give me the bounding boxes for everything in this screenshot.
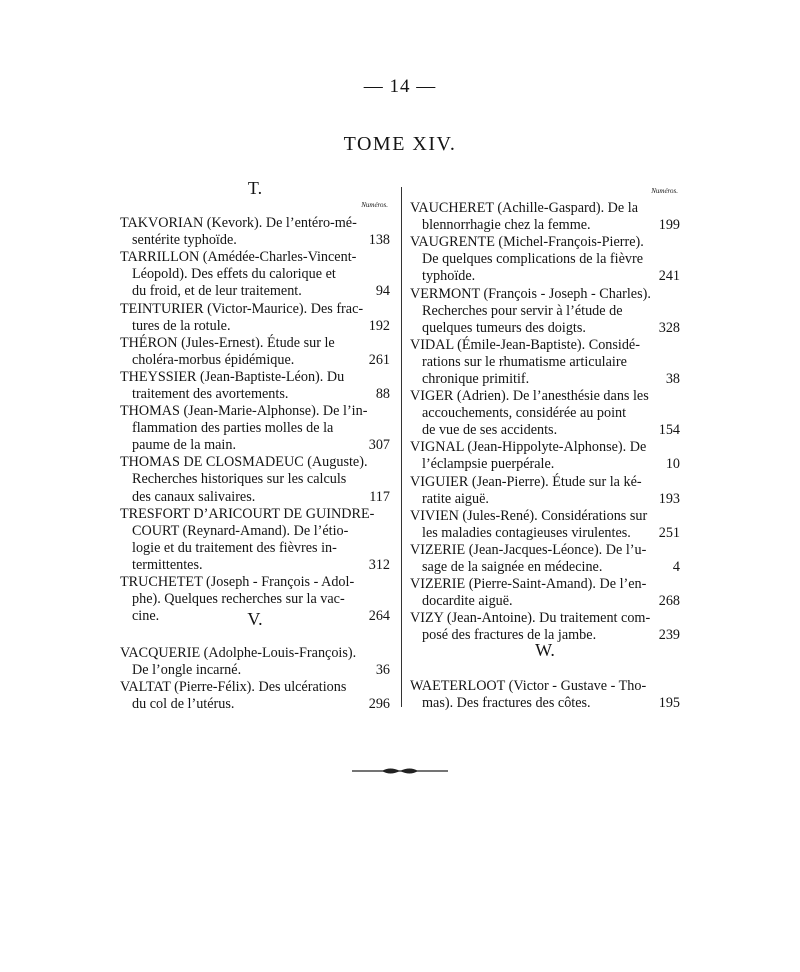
entry-continuation-line: COURT (Reynard-Amand). De l’étio- — [132, 522, 349, 539]
entry-continuation-line: sage de la saignée en médecine. — [422, 559, 603, 576]
index-entry — [120, 506, 390, 574]
entry-number: 239 — [658, 627, 680, 644]
entry-continuation-line: quelques tumeurs des doigts. — [422, 319, 586, 336]
entry-number: 264 — [368, 608, 390, 625]
entry-continuation-line: traitement des avortements. — [132, 385, 289, 402]
numeros-header-left: Numéros. — [361, 201, 388, 209]
entry-heading-line: THOMAS (Jean-Marie-Alphonse). De l’in- — [120, 403, 368, 420]
entry-continuation-line: flammation des parties molles de la — [132, 420, 334, 437]
entry-continuation-line: typhoïde. — [422, 268, 476, 285]
index-entry — [410, 337, 680, 388]
entry-heading-line: VIZY (Jean-Antoine). Du traitement com- — [410, 610, 651, 627]
entry-continuation-line: Recherches pour servir à l’étude de — [422, 302, 623, 319]
index-entry — [120, 301, 390, 335]
entry-continuation-line: sentérite typhoïde. — [132, 232, 237, 249]
index-entry — [120, 454, 390, 505]
index-entry — [120, 335, 390, 369]
entry-heading-line: THÉRON (Jules-Ernest). Étude sur le — [120, 334, 335, 351]
index-entry — [410, 474, 680, 508]
column-divider — [401, 187, 402, 707]
index-entry — [410, 678, 680, 712]
entry-continuation-line: chronique primitif. — [422, 370, 530, 387]
entry-number: 10 — [665, 456, 680, 473]
entry-number: 192 — [368, 317, 390, 334]
entry-continuation-line: posé des fractures de la jambe. — [422, 627, 597, 644]
entry-continuation-line: de vue de ses accidents. — [422, 422, 558, 439]
page-number: — 14 — — [363, 76, 437, 97]
entry-number: 154 — [658, 422, 680, 439]
entry-continuation-line: Léopold). Des effets du calorique et — [132, 266, 336, 283]
index-entry — [410, 439, 680, 473]
entry-heading-line: TEINTURIER (Victor-Maurice). Des frac- — [120, 300, 364, 317]
entry-heading-line: WAETERLOOT (Victor - Gustave - Tho- — [410, 678, 647, 694]
index-entry — [120, 215, 390, 249]
entry-heading-line: THOMAS DE CLOSMADEUC (Auguste). — [120, 454, 368, 471]
entry-number: 268 — [658, 593, 680, 610]
entry-heading-line: VAUCHERET (Achille-Gaspard). De la — [410, 200, 638, 216]
entry-number: 241 — [658, 268, 680, 285]
entry-continuation-line: des canaux salivaires. — [132, 488, 256, 505]
entry-continuation-line: Recherches historiques sur les calculs — [132, 471, 347, 488]
entry-number: 38 — [665, 370, 680, 387]
entry-continuation-line: choléra-morbus épidémique. — [132, 351, 295, 368]
entry-number: 94 — [375, 283, 390, 300]
index-entry — [410, 576, 680, 610]
entry-number: 195 — [658, 695, 680, 712]
entry-number: 4 — [672, 559, 680, 576]
entry-heading-line: VERMONT (François - Joseph - Charles). — [410, 285, 651, 302]
entry-heading-line: THEYSSIER (Jean-Baptiste-Léon). Du — [120, 368, 345, 385]
entry-continuation-line: logie et du traitement des fièvres in- — [132, 539, 337, 556]
entry-number: 36 — [375, 662, 390, 679]
entry-number: 193 — [658, 490, 680, 507]
entry-continuation-line: l’éclampsie puerpérale. — [422, 456, 555, 473]
entry-number: 88 — [375, 385, 390, 402]
numeros-header-right: Numéros. — [651, 187, 678, 195]
section-letter-v: V. — [247, 609, 263, 629]
entry-heading-line: TARRILLON (Amédée-Charles-Vincent- — [120, 249, 357, 266]
entry-heading-line: VIVIEN (Jules-René). Considérations sur — [410, 507, 648, 524]
entry-heading-line: VIGNAL (Jean-Hippolyte-Alphonse). De — [410, 439, 647, 456]
entry-number: 312 — [368, 556, 390, 573]
index-entry — [120, 249, 390, 300]
entry-number: 251 — [658, 524, 680, 541]
tailpiece-ornament — [352, 767, 448, 775]
index-entry — [410, 200, 680, 234]
entry-number: 117 — [369, 488, 390, 505]
entry-continuation-line: blennorrhagie chez la femme. — [422, 217, 591, 234]
index-entry — [120, 679, 390, 713]
entry-heading-line: TRUCHETET (Joseph - François - Adol- — [120, 574, 355, 591]
entry-heading-line: VAUGRENTE (Michel-François-Pierre). — [410, 234, 644, 251]
entry-heading-line: TRESFORT D’ARICOURT DE GUINDRE- — [120, 505, 375, 522]
entry-number: 138 — [368, 232, 390, 249]
entry-continuation-line: cine. — [132, 608, 160, 625]
entry-continuation-line: rations sur le rhumatisme articulaire — [422, 353, 627, 370]
entry-continuation-line: ratite aiguë. — [422, 490, 489, 507]
entry-heading-line: VACQUERIE (Adolphe-Louis-François). — [120, 645, 357, 661]
entry-number: 307 — [368, 437, 390, 454]
entry-continuation-line: phe). Quelques recherches sur la vac- — [132, 591, 345, 608]
index-entry — [120, 645, 390, 679]
index-entry — [120, 369, 390, 403]
entry-continuation-line: paume de la main. — [132, 437, 237, 454]
tome-title: TOME XIV. — [343, 133, 457, 155]
entry-heading-line: VIZERIE (Pierre-Saint-Amand). De l’en- — [410, 576, 647, 593]
entry-continuation-line: accouchements, considérée au point — [422, 405, 627, 422]
entry-heading-line: VIGUIER (Jean-Pierre). Étude sur la ké- — [410, 473, 642, 490]
entry-continuation-line: De quelques complications de la fièvre — [422, 251, 644, 268]
entry-continuation-line: termittentes. — [132, 556, 203, 573]
entry-continuation-line: docardite aiguë. — [422, 593, 513, 610]
section-letter-w: W. — [535, 640, 555, 660]
entry-number: 328 — [658, 319, 680, 336]
entry-heading-line: TAKVORIAN (Kevork). De l’entéro-mé- — [120, 215, 357, 231]
entry-continuation-line: du froid, et de leur traitement. — [132, 283, 302, 300]
entry-number: 199 — [658, 217, 680, 234]
entry-heading-line: VIZERIE (Jean-Jacques-Léonce). De l’u- — [410, 542, 647, 558]
entry-heading-line: VIDAL (Émile-Jean-Baptiste). Considé- — [410, 336, 640, 353]
section-letter-t: T. — [247, 178, 263, 198]
entry-heading-line: VIGER (Adrien). De l’anesthésie dans les — [410, 388, 649, 405]
entry-number: 296 — [368, 696, 390, 713]
entry-number: 261 — [368, 351, 390, 368]
entry-continuation-line: tures de la rotule. — [132, 317, 231, 334]
index-entry — [410, 388, 680, 439]
index-entry — [410, 542, 680, 576]
entry-continuation-line: De l’ongle incarné. — [132, 662, 242, 679]
entry-heading-line: VALTAT (Pierre-Félix). Des ulcérations — [120, 679, 347, 696]
index-entry — [410, 234, 680, 285]
index-entry — [120, 403, 390, 454]
entry-continuation-line: les maladies contagieuses virulentes. — [422, 524, 631, 541]
entry-continuation-line: du col de l’utérus. — [132, 696, 235, 713]
index-entry — [410, 508, 680, 542]
index-entry — [410, 286, 680, 337]
entry-continuation-line: mas). Des fractures des côtes. — [422, 695, 591, 712]
